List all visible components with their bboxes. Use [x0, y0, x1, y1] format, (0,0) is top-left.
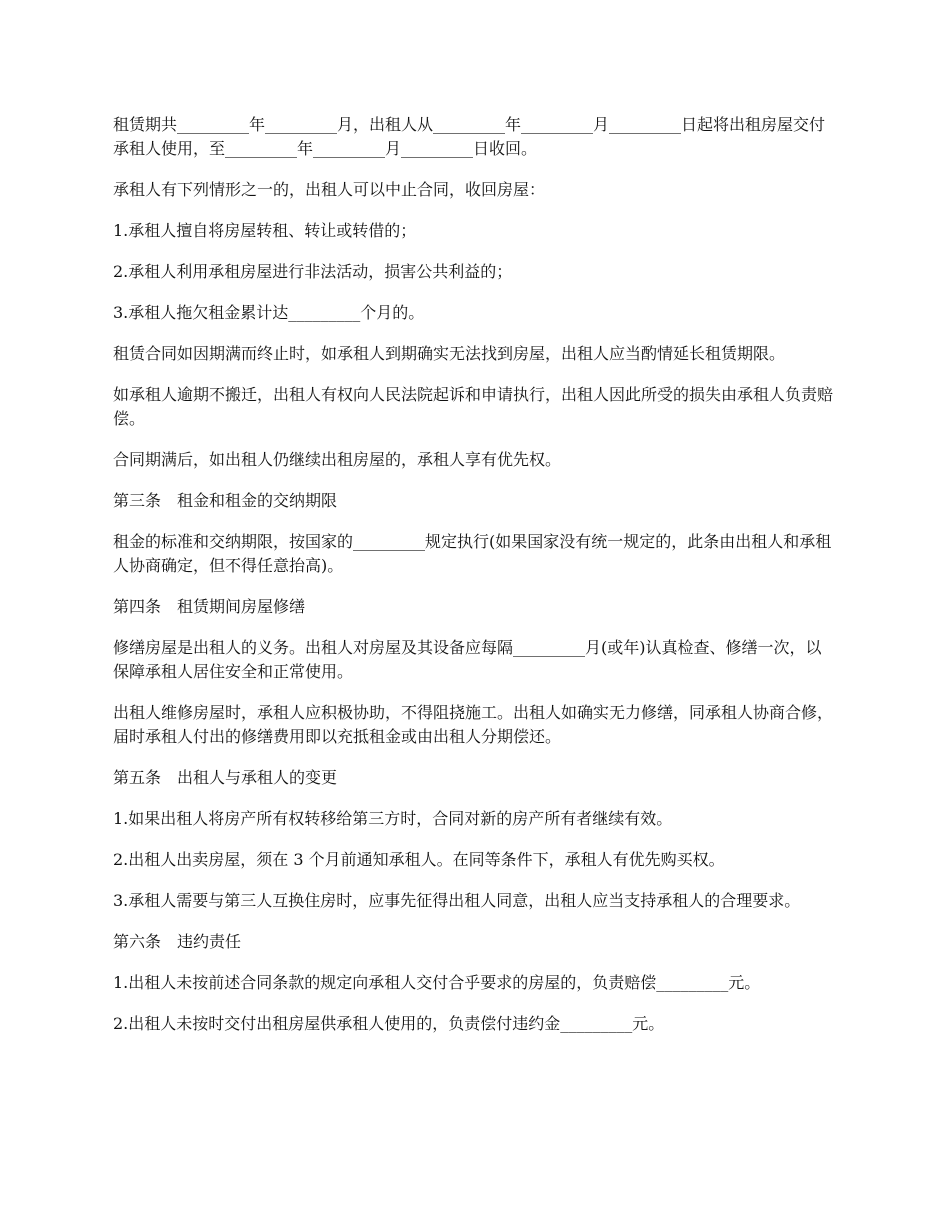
list-item: 2.出租人未按时交付出租房屋供承租人使用的，负责偿付违约金_________元。 — [113, 1014, 665, 1033]
section-heading-article-5: 第五条 出租人与承租人的变更 — [113, 768, 338, 787]
list-item: 1.出租人未按前述合同条款的规定向承租人交付合乎要求的房屋的，负责赔偿_________元。 — [113, 973, 761, 992]
paragraph-priority: 合同期满后，如出租人仍继续出租房屋的，承租人享有优先权。 — [113, 450, 562, 469]
list-item: 1.承租人擅自将房屋转租、转让或转借的； — [113, 221, 417, 240]
paragraph-termination-intro: 承租人有下列情形之一的，出租人可以中止合同，收回房屋： — [113, 180, 546, 199]
section-heading-article-4: 第四条 租赁期间房屋修缮 — [113, 597, 306, 616]
list-item: 2.承租人利用承租房屋进行非法活动，损害公共利益的； — [113, 262, 513, 281]
paragraph-extension: 租赁合同如因期满而终止时，如承租人到期确实无法找到房屋，出租人应当酌情延长租赁期限。 — [113, 344, 786, 363]
list-item: 1.如果出租人将房产所有权转移给第三方时，合同对新的房产所有者继续有效。 — [113, 809, 673, 828]
list-item: 3.承租人需要与第三人互换住房时，应事先征得出租人同意，出租人应当支持承租人的合理要求。 — [113, 891, 801, 910]
document-body — [113, 113, 837, 1053]
paragraph-overstay: 如承租人逾期不搬迁，出租人有权向人民法院起诉和申请执行，出租人因此所受的损失由承租人负责赔偿。 — [113, 385, 834, 428]
paragraph-lease-term: 租赁期共_________年_________月，出租人从_________年_________月_________日起将出租房屋交付承租人使用，至_________年_________月_________日收回。 — [113, 115, 826, 158]
paragraph-repair-duty: 修缮房屋是出租人的义务。出租人对房屋及其设备应每隔_________月(或年)认真检查、修缮一次，以保障承租人居住安全和正常使用。 — [113, 638, 822, 681]
section-heading-article-6: 第六条 违约责任 — [113, 932, 242, 951]
list-item: 2.出租人出卖房屋，须在 3 个月前通知承租人。在同等条件下，承租人有优先购买权。 — [113, 850, 725, 869]
paragraph-rent-standard: 租金的标准和交纳期限，按国家的_________规定执行(如果国家没有统一规定的，此条由出租人和承租人协商确定，但不得任意抬高)。 — [113, 532, 832, 575]
list-item: 3.承租人拖欠租金累计达_________个月的。 — [113, 303, 425, 322]
paragraph-repair-cooperation: 出租人维修房屋时，承租人应积极协助，不得阻挠施工。出租人如确实无力修缮，同承租人协商合修，届时承租人付出的修缮费用即以充抵租金或由出租人分期偿还。 — [113, 703, 834, 746]
section-heading-article-3: 第三条 租金和租金的交纳期限 — [113, 491, 338, 510]
